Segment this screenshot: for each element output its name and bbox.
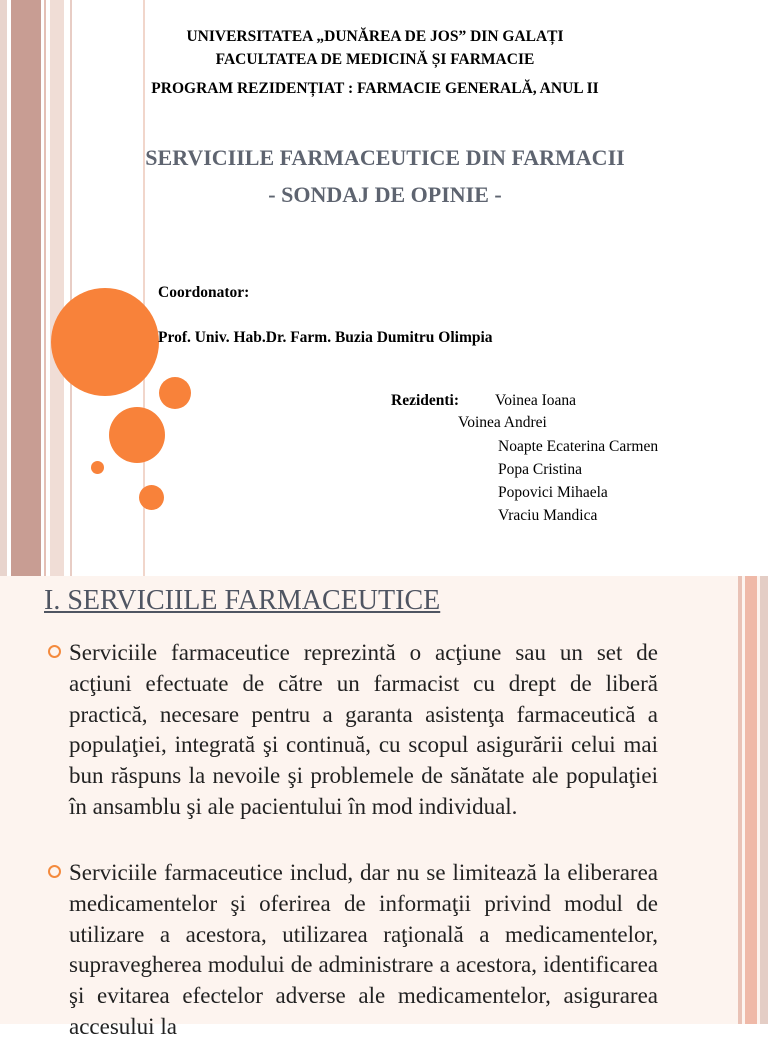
decor-circle-medium [109, 407, 165, 463]
bullet-text: Serviciile farmaceutice includ, dar nu se limitează la eliberarea medicamentelor şi oferirea de informaţii privind modul de utilizare a acestora, utilizarea raţională a medicamentelor, supravegherea modului de administrare a acestora, identificarea şi evitarea efectelor adverse ale medicamentelor, asigurarea accesului la [69, 860, 658, 1039]
decor-stripe [70, 0, 72, 576]
decor-circle-tiny [91, 461, 104, 474]
program-name: PROGRAM REZIDENȚIAT : FARMACIE GENERALĂ, ANUL II [151, 80, 599, 97]
decor-stripe [0, 0, 7, 576]
decor-stripe [760, 576, 768, 1024]
slide-title: SERVICIILE FARMACEUTICE DIN FARMACII [145, 145, 625, 170]
decor-stripe [50, 0, 64, 576]
slide-subtitle: - SONDAJ DE OPINIE - [268, 182, 502, 207]
decor-stripe [738, 576, 742, 1024]
bullet-item [44, 858, 658, 1043]
decor-stripe [44, 0, 46, 576]
resident-name: Voinea Ioana [495, 392, 577, 409]
bullet-circle-icon [48, 645, 61, 658]
coordinator-label: Coordonator: [158, 284, 250, 301]
coordinator-name: Prof. Univ. Hab.Dr. Farm. Buzia Dumitru Olimpia [158, 329, 493, 346]
resident-name: Voinea Andrei [458, 414, 547, 431]
resident-name: Noapte Ecaterina Carmen [498, 438, 659, 455]
decor-stripe [745, 576, 757, 1024]
decor-circle-small [159, 377, 191, 409]
decor-circle-small [139, 485, 164, 510]
section-title: I. SERVICIILE FARMACEUTICE [44, 585, 441, 616]
residents-label: Rezidenti: [391, 392, 460, 409]
bullet-item [44, 638, 658, 823]
resident-name: Vraciu Mandica [498, 507, 598, 524]
bullet-circle-icon [48, 865, 61, 878]
university-name: UNIVERSITATEA „DUNĂREA DE JOS” DIN GALAȚI [186, 28, 564, 45]
resident-name: Popa Cristina [498, 461, 582, 478]
faculty-name: FACULTATEA DE MEDICINĂ ȘI FARMACIE [215, 51, 535, 68]
bullet-text: Serviciile farmaceutice reprezintă o acţiune sau un set de acţiuni efectuate de către un farmacist cu drept de liberă practică, necesare pentru a garanta asistenţa farmaceutică a populaţiei, integrată şi continuă, cu scopul asigurării celui mai bun răspuns la nevoile şi problemele de sănătate ale populaţiei în ansamblu şi ale pacientului în mod individual. [69, 640, 658, 819]
decor-circle-large [51, 288, 159, 396]
decor-stripe [11, 0, 41, 576]
content-slide [0, 576, 768, 1039]
resident-name: Popovici Mihaela [498, 484, 608, 501]
